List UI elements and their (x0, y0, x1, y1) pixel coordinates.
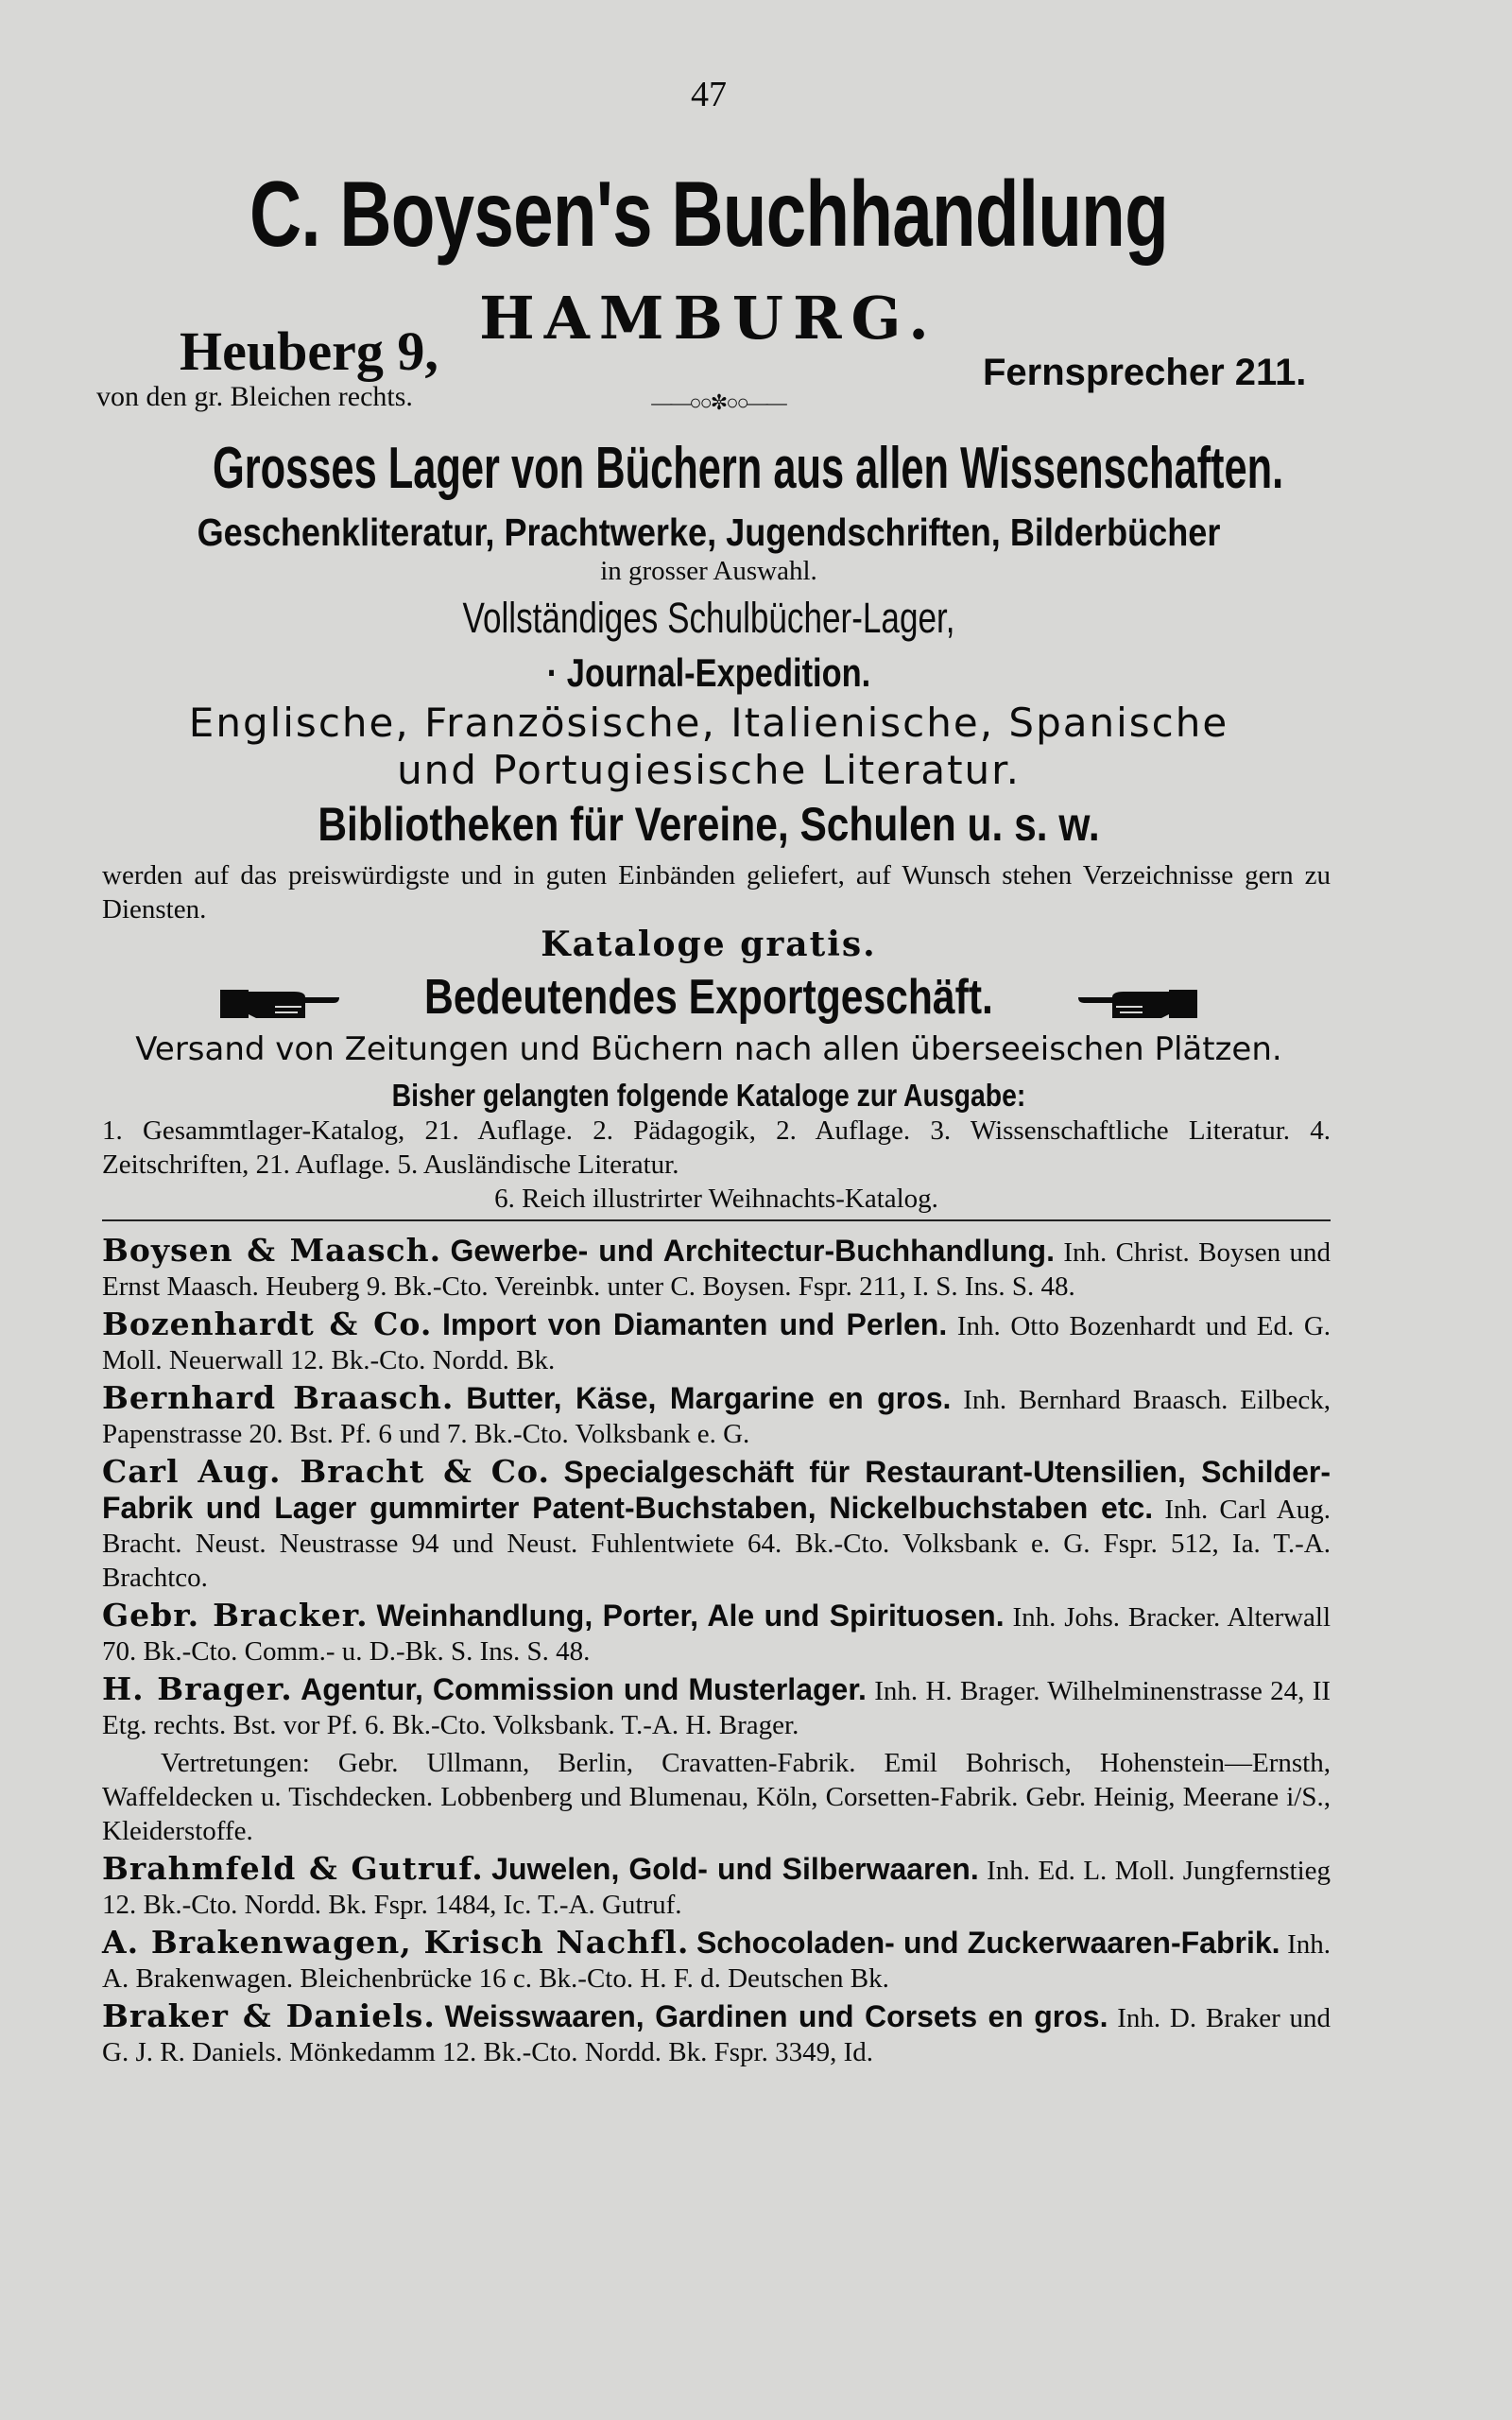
entry-detail: Inh. Johs. Bracker. Alterwall 70. Bk.-Cto. Comm.- u. D.-Bk. S. Ins. S. 48. (102, 1602, 1332, 1667)
ad-export (0, 969, 1418, 1026)
entry-detail: Inh. A. Brakenwagen. Bleichenbrücke 16 c. Bk.-Cto. H. F. d. Deutschen Bk. (102, 1929, 1332, 1994)
pointing-hand-right-icon (218, 979, 341, 1021)
ad-line-selection: in grosser Auswahl. (600, 556, 817, 586)
entry-name: Boysen & Maasch. (102, 1232, 442, 1269)
entry-business: Schocoladen- und Zuckerwaaren-Fabrik. (696, 1926, 1280, 1960)
entry-name: Bernhard Braasch. (102, 1379, 455, 1416)
directory-entry (102, 1672, 1331, 1742)
entry-name: Braker & Daniels. (102, 1997, 436, 2034)
entry-business: Weisswaaren, Gardinen und Corsets en gros. (444, 1999, 1108, 2033)
directory-entry (102, 1234, 1331, 1304)
entry-name: H. Brager. (102, 1670, 293, 1707)
ad-title: C. Boysen's Buchhandlung (249, 162, 1169, 266)
directory-entry (102, 1307, 1331, 1377)
ad-line-catalog-heading: Bisher gelangten folgende Kataloge zur Ausgabe: (391, 1078, 1026, 1113)
entry-detail: Inh. Carl Aug. Bracht. Neust. Neustrasse 94 und Neust. Fuhlentwiete 64. Bk.-Cto. Volksbank e. G. Fspr. 512, Ia. T.-A. Brachtco. (102, 1495, 1332, 1593)
entry-detail: Inh. Bernhard Braasch. Eilbeck, Papenstrasse 20. Bst. Pf. 6 und 7. Bk.-Cto. Volksbank e. G. (102, 1385, 1332, 1449)
entry-business: Gewerbe- und Architectur-Buchhandlung. (450, 1234, 1055, 1268)
entry-detail: Inh. Ed. L. Moll. Jungfernstieg 12. Bk.-Cto. Nordd. Bk. Fspr. 1484, Ic. T.-A. Gutruf. (102, 1856, 1331, 1920)
entry-representations: Vertretungen: Gebr. Ullmann, Berlin, Cravatten-Fabrik. Emil Bohrisch, Hohenstein—Ernsth, Waffeldecken u. Tischdecken. Lobbenberg und Blumenau, Köln, Corsetten-Fabrik. Gebr. Heinig, Meerane i/S., Kleiderstoffe. (102, 1748, 1331, 1846)
ad-line-libraries: Bibliotheken für Vereine, Schulen u. s. w. (318, 798, 1100, 851)
ad-phone: Fernsprecher 211. (983, 352, 1307, 393)
entry-business: Juwelen, Gold- und Silberwaaren. (491, 1852, 979, 1886)
ad-line-journal: · Journal-Expedition. (546, 650, 871, 695)
directory-entries (102, 1234, 1331, 2073)
entry-name: Bozenhardt & Co. (102, 1305, 433, 1342)
entry-detail: Inh. Otto Bozenhardt und Ed. G. Moll. Neuerwall 12. Bk.-Cto. Nordd. Bk. (102, 1311, 1332, 1375)
ad-line-languages-2: und Portugiesische Literatur. (397, 747, 1021, 793)
directory-entry (102, 1999, 1331, 2069)
directory-entry (102, 1852, 1331, 1922)
entry-business: Agentur, Commission und Musterlager. (301, 1672, 867, 1706)
ad-line-schoolbooks: Vollständiges Schulbücher-Lager, (462, 594, 955, 642)
entry-detail: Inh. D. Braker und G. J. R. Daniels. Mönkedamm 12. Bk.-Cto. Nordd. Bk. Fspr. 3349, Id. (102, 2003, 1332, 2067)
ad-line-literature: Geschenkliteratur, Prachtwerke, Jugendschriften, Bilderbücher (197, 510, 1221, 554)
directory-entry (102, 1381, 1331, 1451)
ad-headline: Grosses Lager von Büchern aus allen Wissenschaften. (213, 436, 1284, 501)
entry-business: Import von Diamanten und Perlen. (441, 1307, 948, 1341)
directory-entry (102, 1926, 1331, 1996)
entry-name: Gebr. Bracker. (102, 1597, 369, 1634)
directory-entry (102, 1455, 1331, 1595)
entry-business: Butter, Käse, Margarine en gros. (466, 1381, 952, 1415)
entry-name: Carl Aug. Bracht & Co. (102, 1453, 550, 1490)
entry-detail: Inh. H. Brager. Wilhelminenstrasse 24, II Etg. rechts. Bst. vor Pf. 6. Bk.-Cto. Volksbank. T.-A. H. Brager. (102, 1676, 1332, 1740)
ad-export-text: Bedeutendes Exportgeschäft. (424, 970, 993, 1025)
pointing-hand-left-icon (1076, 979, 1199, 1021)
page-number: 47 (691, 75, 727, 114)
ad-line-shipping: Versand von Zeitungen und Büchern nach allen überseeischen Plätzen. (135, 1030, 1282, 1068)
ad-address: Heuberg 9, (180, 320, 438, 382)
entry-name: Brahmfeld & Gutruf. (102, 1850, 484, 1887)
entry-business: Specialgeschäft für Restaurant-Utensilien, Schilder-Fabrik und Lager gummirter Patent-Buchstaben, Nickelbuchstaben etc. (102, 1455, 1332, 1525)
catalog-list (102, 1114, 1331, 1216)
ad-line-languages: Englische, Französische, Italienische, Spanische (188, 700, 1229, 746)
entry-business: Weinhandlung, Porter, Ale und Spirituosen. (376, 1599, 1005, 1633)
entry-name: A. Brakenwagen, Krisch Nachfl. (102, 1924, 690, 1961)
ornament-divider: ——○○✼○○—— (651, 390, 785, 414)
section-divider (102, 1219, 1331, 1221)
catalog-item-christmas: 6. Reich illustrirter Weihnachts-Katalog. (494, 1184, 938, 1214)
ad-address-note: von den gr. Bleichen rechts. (96, 381, 413, 412)
catalog-items: 1. Gesammtlager-Katalog, 21. Auflage. 2. Pädagogik, 2. Auflage. 3. Wissenschaftliche Literatur. 4. Zeitschriften, 21. Auflage. 5. Ausländische Literatur. (102, 1115, 1331, 1180)
ad-line-catalogs-free: Kataloge gratis. (541, 925, 877, 964)
entry-detail: Inh. Christ. Boysen und Ernst Maasch. Heuberg 9. Bk.-Cto. Vereinbk. unter C. Boysen. Fspr. 211, I. S. Ins. S. 48. (102, 1237, 1332, 1302)
ad-city: HAMBURG. (479, 284, 938, 353)
ad-line-delivery: werden auf das preiswürdigste und in guten Einbänden geliefert, auf Wunsch stehen Verzeichnisse gern zu Diensten. (102, 860, 1331, 925)
directory-entry (102, 1599, 1331, 1668)
